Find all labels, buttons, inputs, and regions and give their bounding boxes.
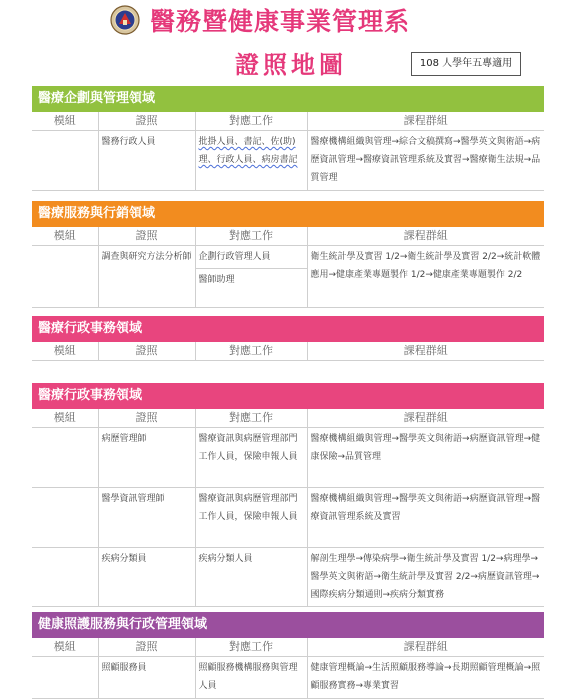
- section-medical-planning: [32, 86, 544, 191]
- col-license-header: 證照: [98, 112, 195, 131]
- section-medical-admin-empty: [32, 316, 544, 361]
- module-cell: [32, 131, 98, 191]
- page-subtitle: 證照地圖: [235, 51, 347, 79]
- section-medical-admin: [32, 383, 544, 607]
- col-module-header: 模組: [53, 640, 76, 653]
- job-text: 企劃行政管理人員: [196, 246, 307, 269]
- table-row: [32, 488, 544, 548]
- section-health-care-service: [32, 612, 544, 699]
- col-course-header: 課程群組: [307, 342, 544, 361]
- applicable-year-badge: 108 人學年五專適用: [411, 52, 521, 76]
- section-table: [32, 409, 544, 607]
- col-module-header: 模組: [53, 229, 76, 242]
- module-cell: [32, 428, 98, 488]
- job-cell: [195, 246, 307, 308]
- col-course-header: 課程群組: [307, 638, 544, 657]
- course-cell: 醫療機構組織與管理→醫學英文與術語→病歷資訊管理→健康保險→品質管理: [307, 428, 544, 488]
- col-module-header: 模組: [53, 411, 76, 424]
- module-cell: [32, 488, 98, 548]
- section-title: 醫療行政事務領域: [32, 383, 544, 409]
- col-job-header: 對應工作: [195, 112, 307, 131]
- license-cell: 疾病分類員: [98, 548, 195, 607]
- header-row: [32, 227, 544, 246]
- header-row: [32, 638, 544, 657]
- col-license-header: 證照: [98, 638, 195, 657]
- license-cell: 醫務行政人員: [98, 131, 195, 191]
- col-course-header: 課程群組: [307, 409, 544, 428]
- license-cell: 調查與研究方法分析師: [98, 246, 195, 308]
- job-text: 批掛人員、書記、佐(助)理、行政人員、病房書記: [198, 137, 298, 165]
- section-table: [32, 112, 544, 191]
- section-table: [32, 638, 544, 699]
- table-row: [32, 246, 544, 308]
- module-cell: [32, 548, 98, 607]
- col-license-header: 證照: [98, 342, 195, 361]
- header-row: [32, 342, 544, 361]
- module-cell: [32, 246, 98, 308]
- course-cell: 醫療機構組織與管理→綜合文稿撰寫→醫學英文與術語→病歷資訊管理→醫療資訊管理系統及實習→醫療衛生法規→品質管理: [307, 131, 544, 191]
- module-cell: [32, 657, 98, 699]
- col-job-header: 對應工作: [195, 227, 307, 246]
- license-cell: 照顧服務員: [98, 657, 195, 699]
- header-row: [32, 409, 544, 428]
- col-job-header: 對應工作: [195, 409, 307, 428]
- job-cell: 疾病分類人員: [195, 548, 307, 607]
- job-cell: [195, 131, 307, 191]
- col-job-header: 對應工作: [195, 638, 307, 657]
- job-cell: 照顧服務機構服務與管理人員: [195, 657, 307, 699]
- section-table: [32, 227, 544, 308]
- table-row: [32, 548, 544, 607]
- job-cell: 醫療資訊與病歷管理部門工作人員，保險申報人員: [195, 488, 307, 548]
- section-title: 醫療企劃與管理領域: [32, 86, 544, 112]
- page-header: [0, 0, 586, 88]
- table-row: [32, 428, 544, 488]
- col-module-header: 模組: [53, 114, 76, 127]
- header-row: [32, 112, 544, 131]
- course-cell: 解剖生理學→傳染病學→衛生統計學及實習 1/2→病理學→醫學英文與術語→衛生統計學及實習 2/2→病歷資訊管理→國際疾病分類通則→疾病分類實務: [307, 548, 544, 607]
- section-table: [32, 342, 544, 361]
- job-cell: 醫療資訊與病歷管理部門工作人員，保險申報人員: [195, 428, 307, 488]
- col-license-header: 證照: [98, 409, 195, 428]
- course-cell: 健康管理概論→生活照顧服務導論→長期照顧管理概論→照顧服務實務→專業實習: [307, 657, 544, 699]
- col-license-header: 證照: [98, 227, 195, 246]
- col-job-header: 對應工作: [195, 342, 307, 361]
- col-course-header: 課程群組: [307, 112, 544, 131]
- course-cell: 醫療機構組織與管理→醫學英文與術語→病歷資訊管理→醫療資訊管理系統及實習: [307, 488, 544, 548]
- table-row: [32, 657, 544, 699]
- license-cell: 病歷管理師: [98, 428, 195, 488]
- license-cell: 醫學資訊管理師: [98, 488, 195, 548]
- section-title: 醫療服務與行銷領域: [32, 201, 544, 227]
- page-title: 醫務暨健康事業管理系: [150, 7, 411, 36]
- col-course-header: 課程群組: [307, 227, 544, 246]
- section-title: 健康照護服務與行政管理領域: [32, 612, 544, 638]
- school-seal-icon: [110, 5, 140, 35]
- table-row: [32, 131, 544, 191]
- job-text: 醫師助理: [198, 275, 235, 285]
- section-medical-service-marketing: [32, 201, 544, 308]
- col-module-header: 模組: [53, 344, 76, 357]
- section-title: 醫療行政事務領域: [32, 316, 544, 342]
- course-cell: 衛生統計學及實習 1/2→衛生統計學及實習 2/2→統計軟體應用→健康產業專題製作 1/2→健康產業專題製作 2/2: [307, 246, 544, 308]
